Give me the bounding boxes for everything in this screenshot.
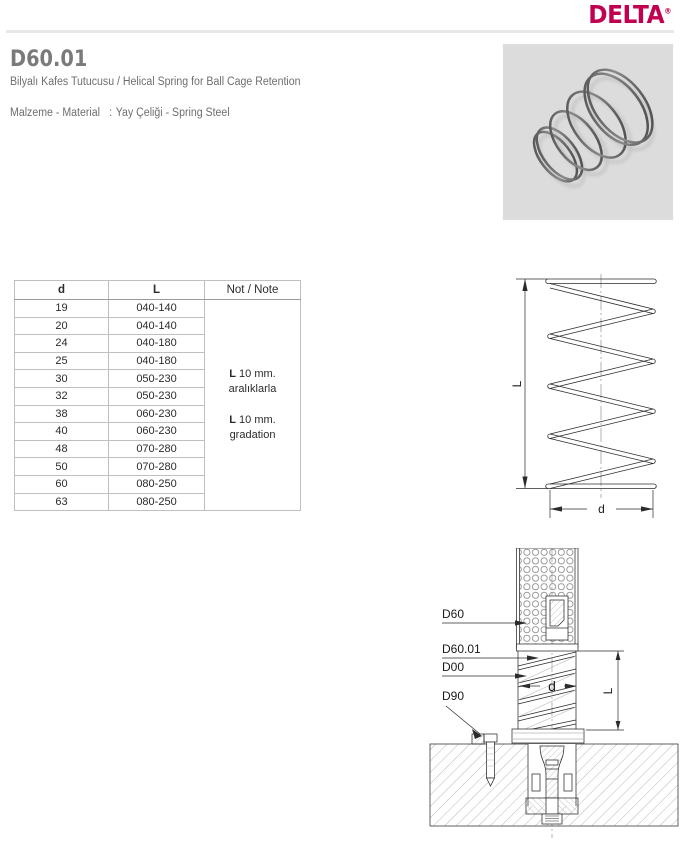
column-header-note: Not / Note	[205, 281, 301, 300]
cell-d: 20	[15, 317, 109, 335]
coil-body	[548, 284, 656, 489]
assembly-section-svg	[428, 548, 680, 841]
material-value: Yay Çeliği - Spring Steel	[115, 106, 230, 119]
brand-name: DELTA	[588, 0, 665, 29]
note-spacer	[205, 397, 300, 413]
cell-d: 19	[15, 300, 109, 318]
cage-retainer	[546, 596, 568, 640]
column-header-l: L	[109, 281, 205, 300]
assembly-arrow-down-icon	[616, 721, 621, 730]
cell-d: 50	[15, 458, 109, 476]
cell-l: 070-280	[109, 440, 205, 458]
table-row	[15, 300, 301, 318]
assembly-dimension-label-diameter: d	[548, 678, 556, 694]
assembly-arrow-left-icon	[519, 684, 530, 689]
cell-l: 040-140	[109, 300, 205, 318]
note-en-prefix: L	[229, 414, 236, 427]
table-header-row	[15, 281, 301, 300]
assembly-dimension-label-length: L	[601, 687, 615, 695]
material-label: Malzeme - Material	[10, 106, 100, 119]
cell-l: 040-140	[109, 317, 205, 335]
arrow-left-icon	[550, 506, 562, 511]
assembly-section-drawing	[428, 548, 680, 846]
brand-logo	[589, 2, 672, 27]
arrow-up-icon	[522, 279, 527, 291]
spring-seat-plate	[512, 729, 584, 743]
specification-table	[14, 280, 301, 511]
page-subtitle: Bilyalı Kafes Tutucusu / Helical Spring for Ball Cage Retention	[10, 76, 301, 89]
page-title: D60.01	[10, 47, 88, 72]
cell-d: 32	[15, 387, 109, 405]
leader-arrow-d00-icon	[515, 673, 527, 678]
note-en-text: 10 mm.	[236, 414, 276, 427]
callout-label-d60: D60	[442, 607, 465, 621]
callout-label-d90: D90	[442, 689, 465, 703]
note-en-second: gradation	[229, 428, 276, 441]
spring-elevation-svg	[492, 266, 680, 524]
note-tr-text: 10 mm.	[236, 368, 276, 381]
cell-l: 060-230	[109, 423, 205, 441]
cell-l: 040-180	[109, 335, 205, 353]
callout-label-d00: D00	[442, 660, 465, 674]
cell-d: 48	[15, 440, 109, 458]
cell-d: 60	[15, 475, 109, 493]
cell-l: 080-250	[109, 475, 205, 493]
product-photo	[503, 44, 673, 220]
cell-l: 050-230	[109, 387, 205, 405]
title-block	[10, 48, 470, 119]
cell-l: 060-230	[109, 405, 205, 423]
cell-l: 070-280	[109, 458, 205, 476]
assembly-spring	[518, 651, 576, 736]
note-cell	[205, 300, 301, 511]
cage-flange	[517, 644, 579, 651]
note-en	[205, 413, 300, 443]
cell-l: 050-230	[109, 370, 205, 388]
cell-d: 30	[15, 370, 109, 388]
arrow-down-icon	[522, 477, 527, 489]
cell-l: 080-250	[109, 493, 205, 511]
cell-l: 040-180	[109, 352, 205, 370]
dimension-label-length: L	[510, 380, 524, 388]
header-divider	[6, 30, 674, 33]
cell-d: 24	[15, 335, 109, 353]
spring-elevation-drawing	[492, 266, 680, 529]
note-tr-prefix: L	[229, 368, 236, 381]
leader-arrow-d6001-icon	[527, 655, 539, 660]
cell-d: 40	[15, 423, 109, 441]
material-separator: :	[109, 106, 113, 119]
helical-spring-photo-image	[503, 44, 673, 220]
assembly-arrow-up-icon	[616, 651, 621, 660]
cell-d: 63	[15, 493, 109, 511]
cell-d: 25	[15, 352, 109, 370]
arrow-right-icon	[641, 506, 653, 511]
column-header-d: d	[15, 281, 109, 300]
dimension-label-diameter: d	[598, 502, 605, 516]
note-tr	[205, 367, 300, 397]
registered-trademark-icon: ®	[664, 6, 672, 16]
material-row	[10, 107, 433, 119]
cell-d: 38	[15, 405, 109, 423]
callout-label-d6001: D60.01	[442, 642, 481, 656]
note-tr-second: aralıklarla	[228, 383, 277, 396]
